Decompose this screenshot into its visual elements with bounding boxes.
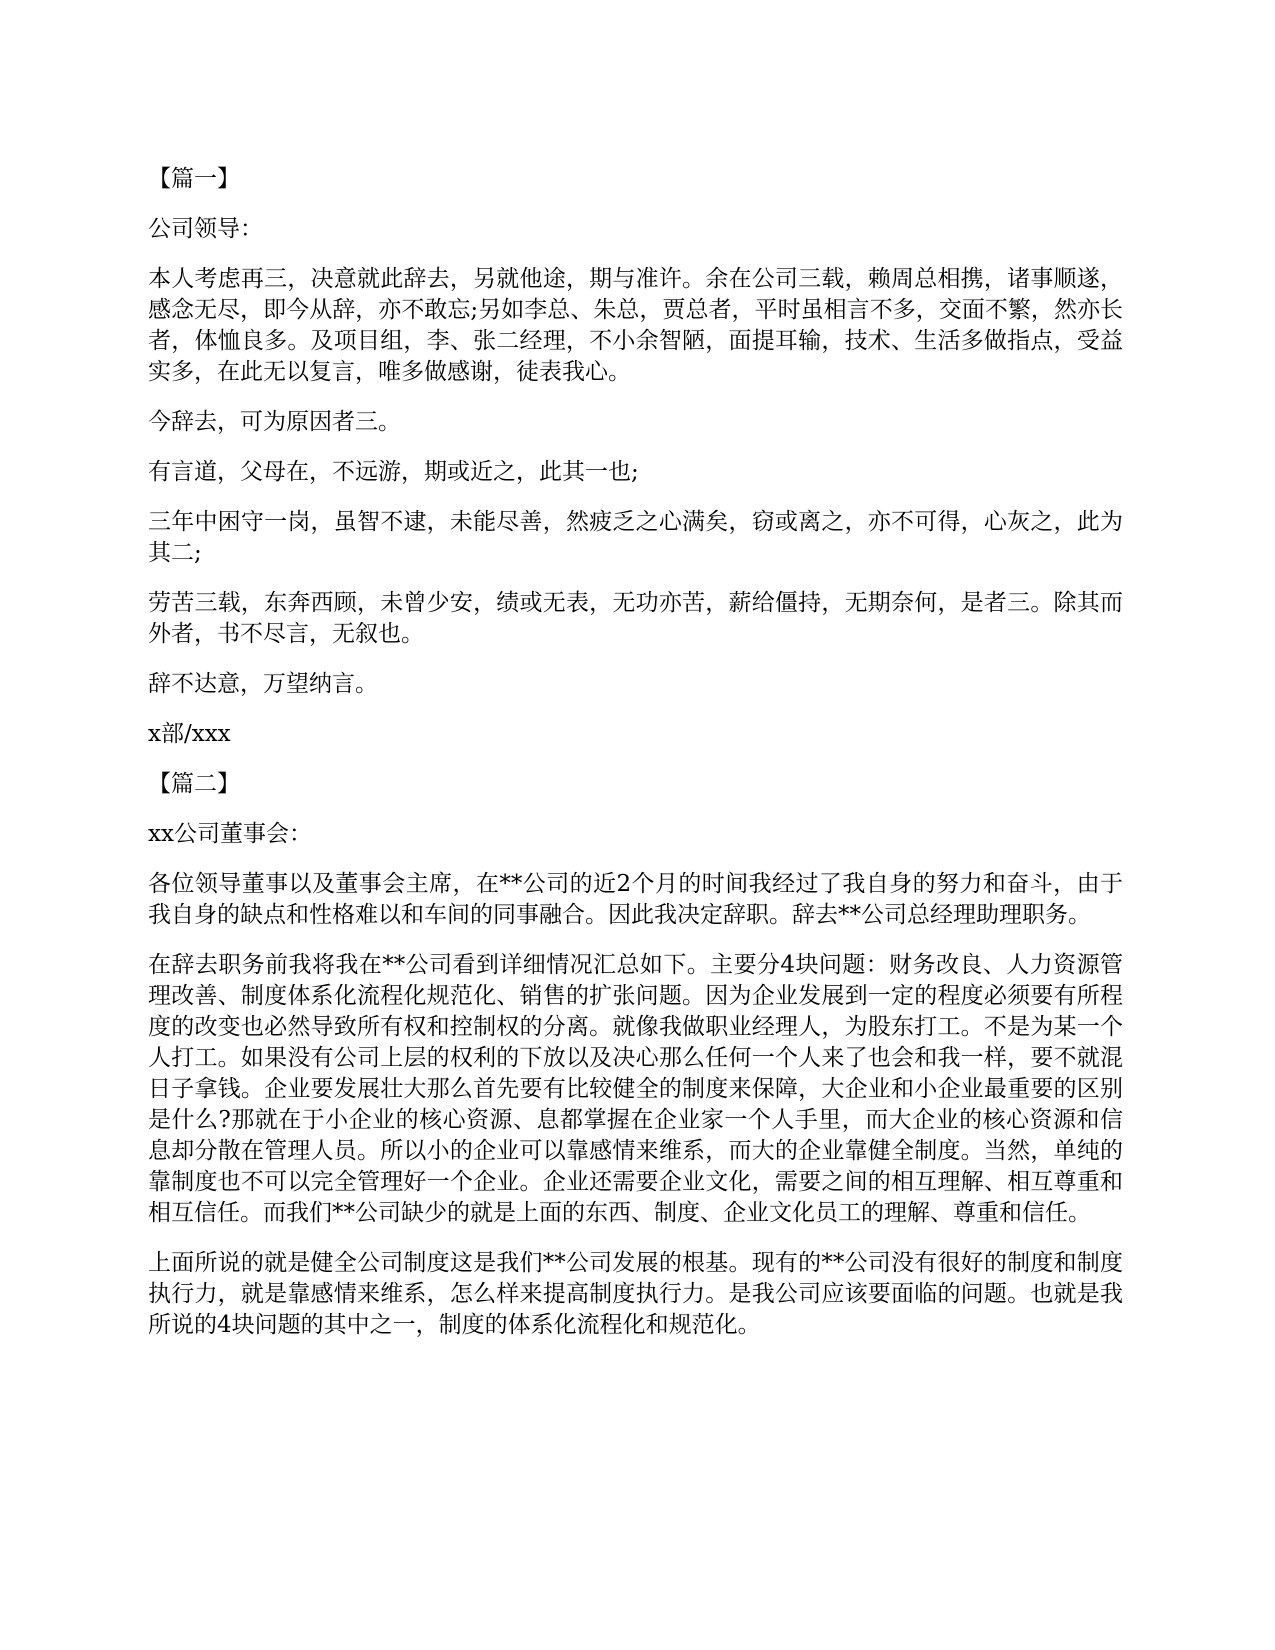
- document-body: [148, 164, 1123, 1360]
- closing-line: 辞不达意，万望纳言。: [148, 671, 378, 697]
- body-paragraph: 三年中困守一岗，虽智不逮，未能尽善，然疲乏之心满矣，窃或离之，亦不可得，心灰之，此为其二;: [148, 509, 1123, 566]
- signature-line: x部/xxx: [148, 721, 231, 747]
- section-heading-1: 【篇一】: [148, 166, 240, 192]
- body-paragraph: 各位领导董事以及董事会主席，在**公司的近2个月的时间我经过了我自身的努力和奋斗，由于我自身的缺点和性格难以和车间的同事融合。因此我决定辞职。辞去**公司总经理助理职务。: [148, 871, 1123, 928]
- body-paragraph: 上面所说的就是健全公司制度这是我们**公司发展的根基。现有的**公司没有很好的制度和制度执行力，就是靠感情来维系，怎么样来提高制度执行力。是我公司应该要面临的问题。也就是我所说的4块问题的其中之一，制度的体系化流程化和规范化。: [148, 1250, 1123, 1338]
- salutation-2: xx公司董事会：: [148, 821, 312, 847]
- body-paragraph: 本人考虑再三，决意就此辞去，另就他途，期与准许。余在公司三载，赖周总相携，诸事顺遂，感念无尽，即今从辞，亦不敢忘;另如李总、朱总，贾总者，平时虽相言不多，交面不繁，然亦长者，体恤良多。及项目组，李、张二经理，不小余智陋，面提耳输，技术、生活多做指点，受益实多，在此无以复言，唯多做感谢，徒表我心。: [148, 266, 1123, 385]
- body-paragraph: 在辞去职务前我将我在**公司看到详细情况汇总如下。主要分4块问题：财务改良、人力资源管理改善、制度体系化流程化规范化、销售的扩张问题。因为企业发展到一定的程度必须要有所程度的改变也必然导致所有权和控制权的分离。就像我做职业经理人，为股东打工。不是为某一个人打工。如果没有公司上层的权利的下放以及决心那么任何一个人来了也会和我一样，要不就混日子拿钱。企业要发展壮大那么首先要有比较健全的制度来保障，大企业和小企业最重要的区别是什么?那就在于小企业的核心资源、息都掌握在企业家一个人手里，而大企业的核心资源和信息却分散在管理人员。所以小的企业可以靠感情来维系，而大的企业靠健全制度。当然，单纯的靠制度也不可以完全管理好一个企业。企业还需要企业文化，需要之间的相互理解、相互尊重和相互信任。而我们**公司缺少的就是上面的东西、制度、企业文化员工的理解、尊重和信任。: [148, 952, 1123, 1226]
- salutation-1: 公司领导：: [148, 216, 263, 242]
- body-paragraph: 有言道，父母在，不远游，期或近之，此其一也;: [148, 459, 639, 485]
- section-heading-2: 【篇二】: [148, 771, 240, 797]
- body-paragraph: 劳苦三载，东奔西顾，未曾少安，绩或无表，无功亦苦，薪给僵持，无期奈何，是者三。除其而外者，书不尽言，无叙也。: [148, 590, 1123, 647]
- body-paragraph: 今辞去，可为原因者三。: [148, 409, 401, 435]
